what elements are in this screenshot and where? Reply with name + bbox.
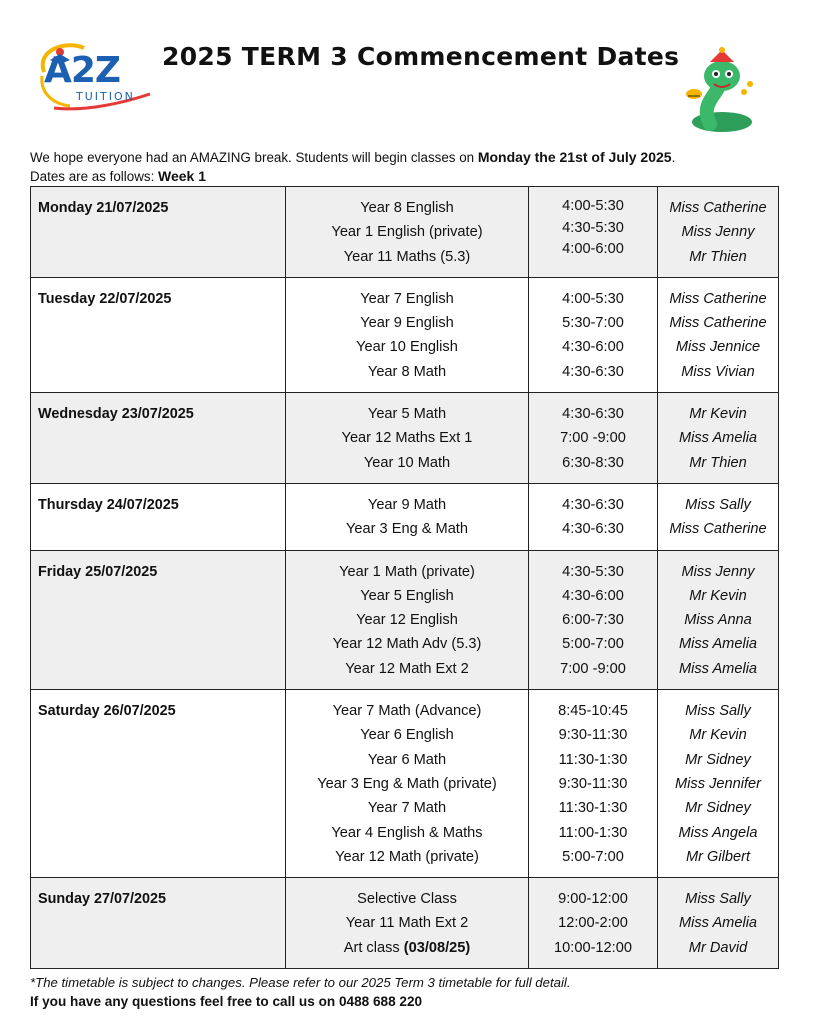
teacher-text: Miss Angela xyxy=(678,824,758,841)
time-entry xyxy=(529,360,657,384)
teacher-entry xyxy=(658,426,778,450)
class-entry xyxy=(286,845,528,869)
schedule-row xyxy=(31,483,779,550)
class-text: Year 12 Maths Ext 1 xyxy=(341,430,473,447)
class-text: Year 7 Math xyxy=(367,800,447,817)
page-title: 2025 TERM 3 Commencement Dates xyxy=(162,42,680,71)
teacher-entry xyxy=(658,657,778,681)
teacher-entry xyxy=(658,911,778,935)
time-text: 4:30-6:00 xyxy=(562,587,624,604)
teacher-entry xyxy=(658,748,778,772)
intro-line2-prefix: Dates are as follows: xyxy=(30,169,159,184)
teacher-text: Mr Thien xyxy=(689,454,747,471)
time-entry xyxy=(529,239,657,261)
teacher-text: Mr Sidney xyxy=(685,751,751,768)
time-cell xyxy=(529,187,658,278)
teacher-text: Miss Sally xyxy=(685,496,751,513)
teacher-entry xyxy=(658,936,778,960)
time-entry xyxy=(529,887,657,911)
time-text: 12:00-2:00 xyxy=(558,915,628,932)
teacher-text: Miss Catherine xyxy=(669,200,767,216)
day-cell: Monday 21/07/2025 xyxy=(31,187,286,278)
time-text: 4:30-6:30 xyxy=(562,521,624,538)
time-entry xyxy=(529,632,657,656)
class-text: Year 7 English xyxy=(360,290,454,307)
class-entry xyxy=(286,821,528,845)
day-cell: Wednesday 23/07/2025 xyxy=(31,393,286,484)
intro-line1-prefix: We hope everyone had an AMAZING break. Students will begin classes on xyxy=(30,150,478,165)
time-text: 4:30-6:00 xyxy=(562,339,624,356)
time-cell xyxy=(529,393,658,484)
contact-line: If you have any questions feel free to call us on 0488 688 220 xyxy=(30,994,423,1009)
time-text: 11:00-1:30 xyxy=(558,824,628,841)
time-text: 5:00-7:00 xyxy=(562,848,624,865)
time-entry xyxy=(529,517,657,541)
class-text: Art class xyxy=(343,939,400,956)
class-entry xyxy=(286,451,528,475)
class-text: Year 10 English xyxy=(356,339,458,356)
time-text: 4:00-6:00 xyxy=(562,241,624,257)
class-text: Year 5 English xyxy=(360,587,454,604)
teacher-entry xyxy=(658,311,778,335)
class-cell xyxy=(286,690,529,878)
class-text: Year 8 English xyxy=(360,200,454,216)
teacher-entry xyxy=(658,402,778,426)
class-text: Year 7 Math (Advance) xyxy=(332,703,482,720)
time-text: 4:00-5:30 xyxy=(562,290,624,307)
teacher-entry xyxy=(658,608,778,632)
time-entry xyxy=(529,608,657,632)
time-entry xyxy=(529,311,657,335)
class-text: Year 9 English xyxy=(360,315,454,332)
teacher-text: Mr Thien xyxy=(689,248,747,265)
time-entry xyxy=(529,426,657,450)
teacher-text: Mr Gilbert xyxy=(685,848,751,865)
time-text: 11:30-1:30 xyxy=(558,800,628,817)
class-text: Year 11 Math Ext 2 xyxy=(345,915,469,932)
class-cell xyxy=(286,393,529,484)
logo-sub: TUITION xyxy=(76,90,135,103)
class-cell xyxy=(286,187,529,278)
time-entry xyxy=(529,699,657,723)
time-entry xyxy=(529,911,657,935)
teacher-entry xyxy=(658,220,778,244)
teacher-cell xyxy=(658,690,779,878)
time-entry xyxy=(529,821,657,845)
class-text: Selective Class xyxy=(357,891,457,908)
time-text: 4:30-6:30 xyxy=(562,496,624,513)
class-entry xyxy=(286,560,528,584)
class-entry xyxy=(286,748,528,772)
teacher-entry xyxy=(658,245,778,269)
teacher-entry xyxy=(658,845,778,869)
teacher-entry xyxy=(658,821,778,845)
time-entry xyxy=(529,218,657,240)
teacher-text: Miss Catherine xyxy=(669,290,767,307)
teacher-text: Miss Sally xyxy=(685,891,751,908)
teacher-text: Miss Jennice xyxy=(675,339,761,356)
class-entry xyxy=(286,723,528,747)
day-cell: Tuesday 22/07/2025 xyxy=(31,277,286,392)
time-text: 5:00-7:00 xyxy=(562,636,624,653)
class-entry xyxy=(286,796,528,820)
schedule-row xyxy=(31,690,779,878)
class-cell xyxy=(286,878,529,969)
time-entry xyxy=(529,196,657,218)
class-entry xyxy=(286,287,528,311)
time-text: 9:30-11:30 xyxy=(558,727,628,744)
art-class-date: (03/08/25) xyxy=(403,939,471,956)
class-entry xyxy=(286,584,528,608)
teacher-entry xyxy=(658,772,778,796)
time-entry xyxy=(529,796,657,820)
class-text: Year 3 Eng & Math (private) xyxy=(317,775,497,792)
class-cell xyxy=(286,483,529,550)
time-text: 10:00-12:00 xyxy=(554,939,632,956)
class-entry xyxy=(286,887,528,911)
teacher-entry xyxy=(658,360,778,384)
class-entry xyxy=(286,245,528,269)
time-text: 9:30-11:30 xyxy=(558,775,628,792)
time-entry xyxy=(529,335,657,359)
dragon-mascot-icon xyxy=(680,44,760,136)
schedule-table xyxy=(30,186,779,969)
time-entry xyxy=(529,287,657,311)
class-entry xyxy=(286,772,528,796)
class-entry xyxy=(286,311,528,335)
class-text: Year 12 Math Ext 2 xyxy=(345,660,469,677)
day-cell: Friday 25/07/2025 xyxy=(31,550,286,689)
time-entry xyxy=(529,493,657,517)
teacher-text: Miss Vivian xyxy=(681,363,755,380)
disclaimer-note: *The timetable is subject to changes. Please refer to our 2025 Term 3 timetable for full detail. xyxy=(30,975,571,990)
time-text: 6:30-8:30 xyxy=(562,454,624,471)
teacher-entry xyxy=(658,699,778,723)
teacher-cell xyxy=(658,277,779,392)
teacher-cell xyxy=(658,483,779,550)
time-text: 7:00 -9:00 xyxy=(560,430,626,447)
schedule-row xyxy=(31,187,779,278)
time-entry xyxy=(529,936,657,960)
teacher-entry xyxy=(658,493,778,517)
schedule-row xyxy=(31,878,779,969)
class-text: Year 6 English xyxy=(360,727,454,744)
teacher-text: Miss Anna xyxy=(684,612,752,629)
class-text: Year 5 Math xyxy=(367,406,447,423)
time-text: 7:00 -9:00 xyxy=(560,660,626,677)
class-cell xyxy=(286,550,529,689)
time-entry xyxy=(529,748,657,772)
time-cell xyxy=(529,878,658,969)
class-entry xyxy=(286,426,528,450)
time-text: 4:00-5:30 xyxy=(562,198,624,214)
day-cell: Sunday 27/07/2025 xyxy=(31,878,286,969)
teacher-text: Miss Amelia xyxy=(678,636,758,653)
time-text: 4:30-6:30 xyxy=(562,406,624,423)
teacher-cell xyxy=(658,393,779,484)
teacher-entry xyxy=(658,451,778,475)
time-cell xyxy=(529,690,658,878)
class-text: Year 8 Math xyxy=(367,363,447,380)
teacher-cell xyxy=(658,878,779,969)
class-entry xyxy=(286,335,528,359)
time-text: 9:00-12:00 xyxy=(558,891,628,908)
time-entry xyxy=(529,772,657,796)
intro-text xyxy=(30,148,790,186)
teacher-entry xyxy=(658,196,778,220)
teacher-entry xyxy=(658,335,778,359)
schedule-row xyxy=(31,550,779,689)
time-entry xyxy=(529,560,657,584)
teacher-entry xyxy=(658,517,778,541)
time-text: 4:30-5:30 xyxy=(562,563,624,580)
teacher-text: Miss Jenny xyxy=(681,563,755,580)
time-entry xyxy=(529,402,657,426)
class-entry xyxy=(286,657,528,681)
class-entry xyxy=(286,360,528,384)
class-entry xyxy=(286,402,528,426)
time-cell xyxy=(529,277,658,392)
teacher-text: Miss Jennifer xyxy=(675,775,761,792)
time-text: 4:30-6:30 xyxy=(562,363,624,380)
class-entry xyxy=(286,911,528,935)
class-text: Year 10 Math xyxy=(363,454,451,471)
class-entry xyxy=(286,517,528,541)
teacher-cell xyxy=(658,187,779,278)
class-text: Year 9 Math xyxy=(367,496,447,513)
time-entry xyxy=(529,451,657,475)
class-text: Year 1 English (private) xyxy=(331,224,483,241)
teacher-text: Mr Sidney xyxy=(685,800,751,817)
class-text: Year 6 Math xyxy=(367,751,447,768)
teacher-text: Miss Amelia xyxy=(678,430,758,447)
class-text: Year 1 Math (private) xyxy=(339,563,475,580)
teacher-entry xyxy=(658,560,778,584)
class-text: Year 12 Math (private) xyxy=(335,848,479,865)
teacher-entry xyxy=(658,584,778,608)
teacher-text: Miss Catherine xyxy=(669,315,767,332)
class-entry xyxy=(286,632,528,656)
teacher-text: Mr Kevin xyxy=(689,406,747,423)
schedule-row xyxy=(31,277,779,392)
day-cell: Saturday 26/07/2025 xyxy=(31,690,286,878)
intro-week-label: Week 1 xyxy=(158,168,207,184)
teacher-text: Miss Amelia xyxy=(678,915,758,932)
teacher-entry xyxy=(658,796,778,820)
teacher-entry xyxy=(658,632,778,656)
time-text: 8:45-10:45 xyxy=(558,703,628,720)
teacher-cell xyxy=(658,550,779,689)
teacher-text: Mr David xyxy=(688,939,748,956)
teacher-text: Miss Amelia xyxy=(678,660,758,677)
time-text: 5:30-7:00 xyxy=(562,315,624,332)
teacher-text: Miss Jenny xyxy=(681,224,755,241)
class-text: Year 3 Eng & Math xyxy=(346,521,468,538)
intro-line1-suffix: . xyxy=(671,150,676,165)
class-cell xyxy=(286,277,529,392)
teacher-text: Mr Kevin xyxy=(689,727,747,744)
time-entry xyxy=(529,723,657,747)
time-cell xyxy=(529,550,658,689)
class-entry xyxy=(286,196,528,220)
teacher-entry xyxy=(658,887,778,911)
time-entry xyxy=(529,657,657,681)
class-entry xyxy=(286,699,528,723)
class-entry xyxy=(286,220,528,244)
class-entry xyxy=(286,936,528,960)
time-text: 6:00-7:30 xyxy=(562,612,624,629)
class-text: Year 12 English xyxy=(356,612,458,629)
time-text: 4:30-5:30 xyxy=(562,219,624,236)
teacher-text: Miss Sally xyxy=(685,703,751,720)
teacher-entry xyxy=(658,287,778,311)
class-entry xyxy=(286,608,528,632)
class-text: Year 4 English & Maths xyxy=(331,824,483,841)
day-cell: Thursday 24/07/2025 xyxy=(31,483,286,550)
class-entry xyxy=(286,493,528,517)
class-text: Year 12 Math Adv (5.3) xyxy=(332,636,482,653)
class-text: Year 11 Maths (5.3) xyxy=(343,248,471,265)
time-text: 11:30-1:30 xyxy=(558,751,628,768)
schedule-row xyxy=(31,393,779,484)
intro-start-date: Monday the 21st of July 2025 xyxy=(477,149,672,165)
teacher-text: Mr Kevin xyxy=(689,587,747,604)
time-entry xyxy=(529,584,657,608)
teacher-entry xyxy=(658,723,778,747)
time-cell xyxy=(529,483,658,550)
time-entry xyxy=(529,845,657,869)
logo-brand: A2Z xyxy=(44,50,121,91)
teacher-text: Miss Catherine xyxy=(669,521,767,538)
